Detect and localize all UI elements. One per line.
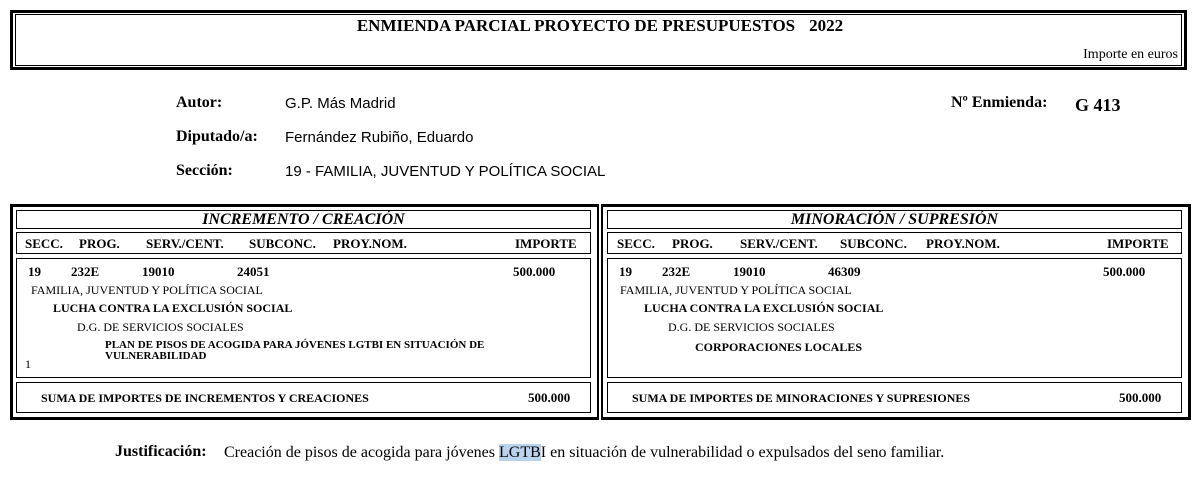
increment-section-name: FAMILIA, JUVENTUD Y POLÍTICA SOCIAL (31, 283, 263, 297)
increment-sum-amount: 500.000 (528, 390, 571, 405)
decrement-secc: 19 (619, 264, 632, 279)
decrement-title: MINORACIÓN / SUPRESIÓN (607, 210, 1182, 229)
author-label: Autor: (176, 94, 223, 111)
justification-label: Justificación: (115, 443, 207, 460)
col-importe: IMPORTE (1107, 236, 1169, 251)
increment-serv: 19010 (142, 264, 175, 279)
col-prog: PROG. (79, 236, 120, 251)
increment-detail (16, 258, 591, 378)
deputy-label: Diputado/a: (176, 128, 258, 145)
increment-title: INCREMENTO / CREACIÓN (16, 210, 591, 229)
col-subconc: SUBCONC. (840, 236, 907, 251)
col-subconc: SUBCONC. (249, 236, 316, 251)
section-label: Sección: (176, 162, 233, 179)
deputy-value: Fernández Rubiño, Eduardo (285, 129, 474, 146)
col-proy: PROY.NOM. (333, 236, 407, 251)
document-title (0, 16, 1200, 36)
increment-secc: 19 (28, 264, 41, 279)
decrement-subconc: 46309 (828, 264, 861, 279)
decrement-amount: 500.000 (1103, 264, 1146, 279)
justification-text (224, 444, 944, 462)
section-value: 19 - FAMILIA, JUVENTUD Y POLÍTICA SOCIAL (285, 163, 606, 180)
decrement-sum-row (607, 382, 1182, 413)
col-proy: PROY.NOM. (926, 236, 1000, 251)
increment-concept-line1: PLAN DE PISOS DE ACOGIDA PARA JÓVENES LGTBI EN SITUACIÓN DE (105, 339, 485, 351)
increment-prog: 232E (71, 264, 100, 279)
decrement-service-name: D.G. DE SERVICIOS SOCIALES (668, 320, 835, 334)
justification-text-start: Creación de pisos de acogida para jóvenes (224, 444, 500, 461)
justification-text-end: I en situación de vulnerabilidad o expulsados del seno familiar. (540, 444, 945, 461)
increment-amount: 500.000 (513, 264, 556, 279)
amendment-label: Nº Enmienda: (951, 94, 1048, 111)
increment-sum-label: SUMA DE IMPORTES DE INCREMENTOS Y CREACIONES (41, 391, 369, 405)
text-selection-highlight[interactable]: LGTB (499, 444, 541, 461)
decrement-detail (607, 258, 1182, 378)
currency-note: Importe en euros (1083, 47, 1178, 62)
table-divider (597, 204, 603, 420)
decrement-concept: CORPORACIONES LOCALES (695, 340, 863, 354)
amendment-number: G 413 (1075, 95, 1121, 115)
increment-subconc: 24051 (237, 264, 270, 279)
increment-line-number: 1 (25, 357, 31, 371)
col-prog: PROG. (672, 236, 713, 251)
decrement-serv: 19010 (733, 264, 766, 279)
title-text: ENMIENDA PARCIAL PROYECTO DE PRESUPUESTOS (356, 16, 796, 35)
decrement-sum-label: SUMA DE IMPORTES DE MINORACIONES Y SUPRESIONES (632, 391, 971, 405)
col-secc: SECC. (25, 236, 63, 251)
increment-service-name: D.G. DE SERVICIOS SOCIALES (77, 320, 244, 334)
decrement-program-name: LUCHA CONTRA LA EXCLUSIÓN SOCIAL (644, 301, 884, 315)
col-importe: IMPORTE (515, 236, 577, 251)
author-value: G.P. Más Madrid (285, 95, 396, 112)
increment-sum-row (16, 382, 591, 413)
title-year: 2022 (809, 16, 844, 35)
increment-program-name: LUCHA CONTRA LA EXCLUSIÓN SOCIAL (53, 301, 293, 315)
decrement-column-header (607, 232, 1182, 254)
decrement-sum-amount: 500.000 (1119, 390, 1162, 405)
col-serv: SERV./CENT. (740, 236, 818, 251)
increment-column-header (16, 232, 591, 254)
decrement-prog: 232E (662, 264, 691, 279)
decrement-section-name: FAMILIA, JUVENTUD Y POLÍTICA SOCIAL (620, 283, 852, 297)
col-secc: SECC. (617, 236, 655, 251)
col-serv: SERV./CENT. (146, 236, 224, 251)
increment-concept-line2: VULNERABILIDAD (105, 350, 207, 362)
